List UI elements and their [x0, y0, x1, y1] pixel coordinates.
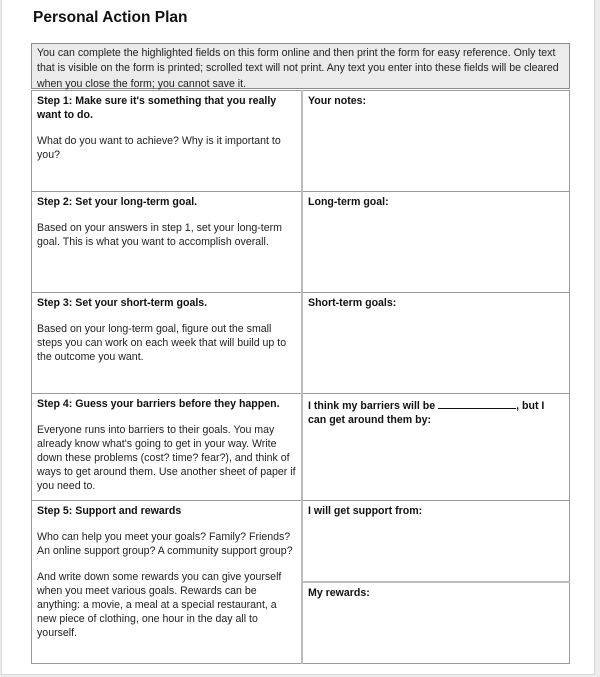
long-term-goal-field[interactable]: [302, 192, 570, 293]
step-5-instructions: [32, 501, 303, 664]
step-2-heading: Step 2: Set your long-term goal.: [37, 196, 198, 208]
barriers-field[interactable]: [302, 394, 570, 501]
step-row-3: [32, 293, 570, 394]
step-2-instructions: [32, 192, 303, 293]
step-5-body-rewards: And write down some rewards you can give yourself when you meet various goals. Rewards can be anything: a movie, a meal at a special restaurant, a new piece of clothing, one hour in the day all to yourself.: [37, 571, 282, 639]
step-4-instructions: [32, 394, 303, 501]
step-1-heading: Step 1: Make sure it's something that you really want to do.: [37, 95, 277, 121]
step-row-2: [32, 192, 570, 293]
step-4-heading: Step 4: Guess your barriers before they happen.: [37, 398, 280, 410]
step-3-heading: Step 3: Set your short-term goals.: [37, 297, 208, 309]
page-title: Personal Action Plan: [33, 9, 188, 26]
action-plan-table: [31, 90, 570, 664]
barriers-blank-line[interactable]: [438, 397, 516, 409]
form-notice: You can complete the highlighted fields on this form online and then print the form for easy reference. Only text that is visible on the form is printed; scrolled text will not print. Any text you enter into these fields will be cleared when you close the form; you cannot save it.: [31, 43, 570, 89]
short-term-goals-label: Short-term goals:: [308, 297, 397, 309]
support-label: I will get support from:: [308, 505, 423, 517]
step-4-body: Everyone runs into barriers to their goals. You may already know what's going to get in your way. Write down these problems (cost? time? fear?), and think of ways to get around them. Use another sheet of paper if you need to.: [37, 424, 296, 492]
barriers-label-part1: I think my barriers will be: [308, 400, 436, 412]
step-2-body: Based on your answers in step 1, set your long-term goal. This is what you want to accomplish overall.: [37, 222, 282, 248]
step-1-notes-field[interactable]: [302, 91, 570, 192]
barriers-label-part2: , but I can get around them by:: [308, 400, 545, 426]
support-field[interactable]: [302, 501, 570, 582]
step-3-body: Based on your long-term goal, figure out the small steps you can work on each week that will build up to the outcome you want.: [37, 323, 287, 363]
short-term-goals-field[interactable]: [302, 293, 570, 394]
step-5-heading: Step 5: Support and rewards: [37, 505, 182, 517]
step-1-body: What do you want to achieve? Why is it important to you?: [37, 135, 281, 161]
step-3-instructions: [32, 293, 303, 394]
step-5-body: Who can help you meet your goals? Family? Friends? An online support group? A community support group?: [37, 531, 293, 557]
rewards-label: My rewards:: [308, 586, 370, 599]
notes-label: Your notes:: [308, 95, 367, 107]
barriers-label: [308, 397, 564, 427]
step-1-instructions: [32, 91, 303, 192]
step-row-4: [32, 394, 570, 501]
rewards-field[interactable]: [302, 582, 570, 664]
step-row-5a: [32, 501, 570, 582]
long-term-goal-label: Long-term goal:: [308, 196, 389, 208]
step-row-1: [32, 91, 570, 192]
